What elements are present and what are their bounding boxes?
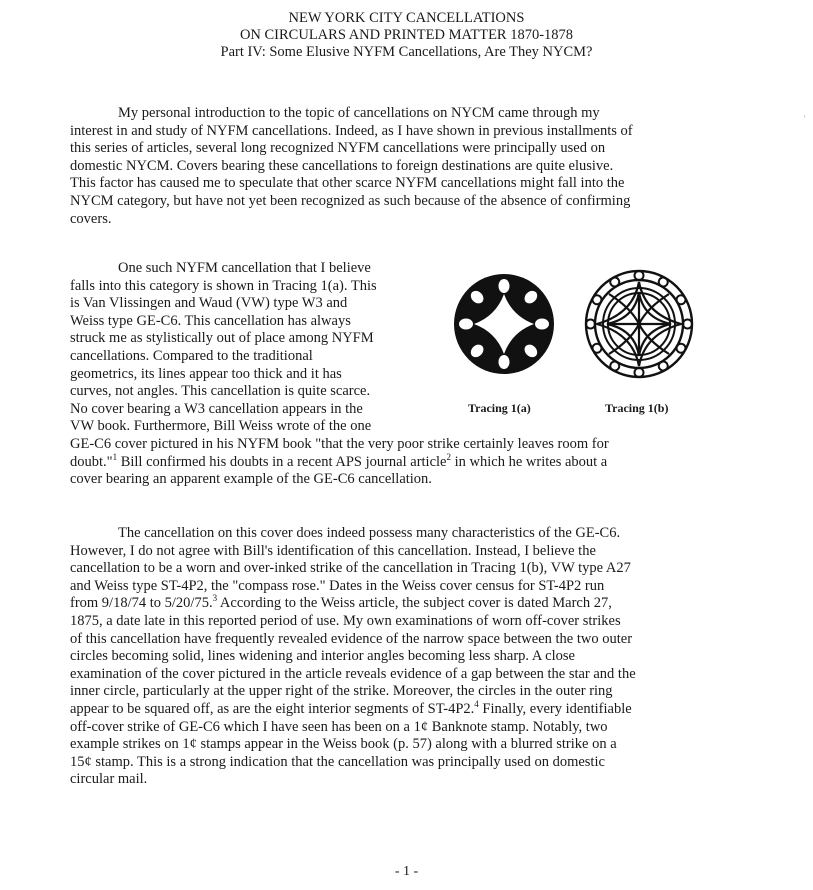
text-line: 1875, a date late in this reported period of use. My own examinations of worn off-cover strikes bbox=[70, 612, 621, 629]
text-line: examination of the cover pictured in the article reveals evidence of a gap between the star and the bbox=[70, 665, 636, 682]
text-line: geometrics, its lines appear too thick and it has bbox=[70, 365, 342, 382]
text-line: NYCM category, but have not yet been recognized as such because of the absence of confirming bbox=[70, 192, 631, 209]
text-span: in which he writes about a bbox=[451, 453, 608, 470]
page-number: - 1 - bbox=[394, 864, 419, 879]
text-line bbox=[70, 701, 636, 719]
footnote-ref: 1 bbox=[112, 451, 118, 462]
text-line: cover bearing an apparent example of the GE-C6 cancellation. bbox=[70, 471, 432, 488]
text-line: VW book. Furthermore, Bill Weiss wrote of the one bbox=[70, 418, 372, 435]
text-line: domestic NYCM. Covers bearing these cancellations to foreign destinations are quite elusive. bbox=[70, 157, 614, 174]
text-line: The cancellation on this cover does indeed possess many characteristics of the GE-C6. bbox=[118, 525, 621, 541]
text-line: One such NYFM cancellation that I believe bbox=[118, 260, 371, 276]
text-line: circles becoming solid, lines widening and interior angles becoming less sharp. A close bbox=[70, 648, 575, 665]
text-line: example strikes on 1¢ stamps appear in the Weiss book (p. 57) along with a blurred strike on a bbox=[70, 736, 617, 753]
paragraph-3 bbox=[70, 525, 636, 789]
text-line: struck me as stylistically out of place among NYFM bbox=[70, 330, 374, 347]
article-subtitle: ON CIRCULARS AND PRINTED MATTER 1870-1878 bbox=[239, 27, 574, 43]
tracing-1a-caption: Tracing 1(a) bbox=[468, 401, 531, 415]
article-title: NEW YORK CITY CANCELLATIONS bbox=[288, 10, 525, 26]
text-line bbox=[70, 451, 609, 472]
scan-mark: ' bbox=[804, 114, 806, 124]
footnote-ref: 2 bbox=[446, 451, 451, 462]
text-line: cancellations. Compared to the traditional bbox=[70, 347, 313, 364]
tracing-1a-figure bbox=[452, 272, 556, 376]
text-line: this series of articles, several long recognized NYFM cancellations were principally used on bbox=[70, 140, 606, 157]
text-line: However, I do not agree with Bill's identification of this cancellation. Instead, I believe the bbox=[70, 542, 596, 559]
text-span: appear to be squared off, as are the eight interior segments of ST-4P2. bbox=[70, 700, 475, 717]
text-line bbox=[70, 595, 636, 613]
article-part-title: Part IV: Some Elusive NYFM Cancellations, Are They NYCM? bbox=[220, 44, 593, 60]
text-line: curves, not angles. This cancellation is quite scarce. bbox=[70, 383, 371, 400]
text-line: Weiss type GE-C6. This cancellation has always bbox=[70, 312, 351, 329]
footnote-ref: 4 bbox=[474, 699, 479, 710]
text-line: off-cover strike of GE-C6 which I have seen has been on a 1¢ Banknote stamp. Notably, two bbox=[70, 718, 608, 735]
text-line: GE-C6 cover pictured in his NYFM book "that the very poor strike certainly leaves room for bbox=[70, 435, 609, 452]
text-line: This factor has caused me to speculate that other scarce NYFM cancellations might fall into the bbox=[70, 175, 625, 192]
text-line: is Van Vlissingen and Waud (VW) type W3 and bbox=[70, 295, 348, 312]
tracing-1b-caption: Tracing 1(b) bbox=[605, 401, 669, 415]
footnote-ref: 3 bbox=[212, 593, 218, 604]
text-line: inner circle, particularly at the upper right of the strike. Moreover, the circles in the outer ring bbox=[70, 683, 613, 700]
tracing-1b-figure bbox=[583, 268, 695, 380]
text-line: and Weiss type ST-4P2, the "compass rose." Dates in the Weiss cover census for ST-4P2 run bbox=[70, 577, 605, 594]
article-header bbox=[0, 10, 813, 61]
text-line: falls into this category is shown in Tracing 1(a). This bbox=[70, 277, 377, 294]
text-span: Bill confirmed his doubts in a recent APS journal article bbox=[117, 453, 447, 470]
text-line: cancellation to be a worn and over-inked strike of the cancellation in Tracing 1(b), VW type A27 bbox=[70, 560, 631, 577]
text-line: circular mail. bbox=[70, 771, 148, 788]
paragraph-1 bbox=[70, 105, 633, 228]
text-span: doubt." bbox=[70, 453, 113, 470]
text-line: No cover bearing a W3 cancellation appears in the bbox=[70, 400, 363, 417]
text-span: According to the Weiss article, the subject cover is dated March 27, bbox=[217, 595, 612, 612]
text-span: Finally, every identifiable bbox=[478, 700, 632, 717]
text-line: covers. bbox=[70, 210, 112, 227]
text-line: My personal introduction to the topic of cancellations on NYCM came through my bbox=[118, 105, 600, 121]
text-line: 15¢ stamp. This is a strong indication that the cancellation was principally used on domestic bbox=[70, 753, 605, 770]
text-line: interest in and study of NYFM cancellations. Indeed, as I have shown in previous installments of bbox=[70, 122, 633, 139]
text-span: from 9/18/74 to 5/20/75. bbox=[70, 595, 213, 612]
text-line: of this cancellation have frequently revealed evidence of the narrow space between the two outer bbox=[70, 630, 633, 647]
